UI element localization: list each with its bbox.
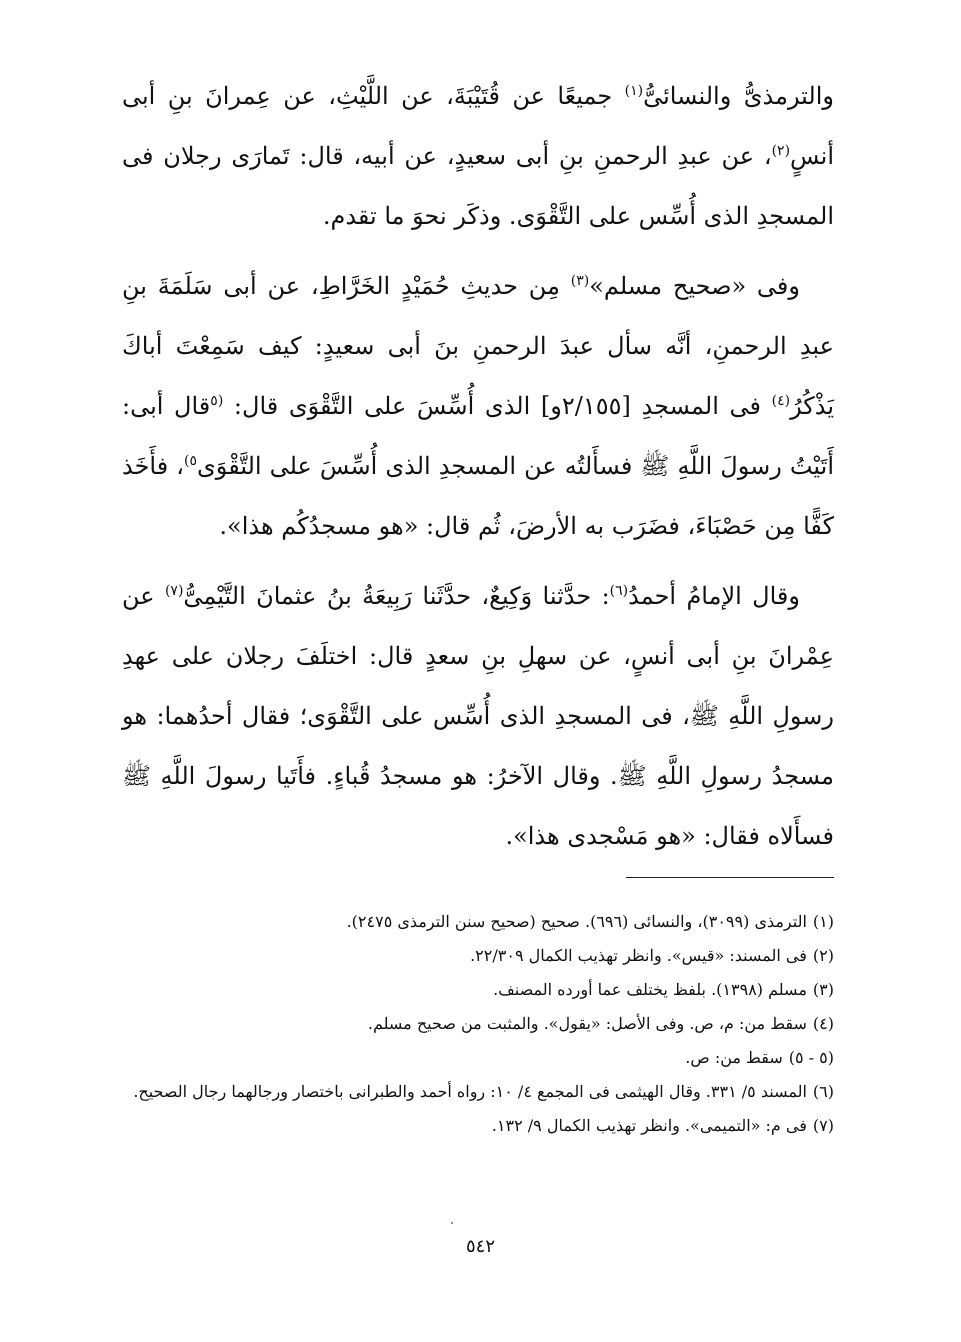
footnote-marker: (٧) — [164, 583, 184, 599]
footnote-item — [122, 1075, 834, 1109]
footnote-marker: ٥) — [184, 453, 198, 469]
footnote-marker: (٣) — [570, 273, 590, 289]
paragraph-text: جميعًا عن قُتَيْبَةَ، عن اللَّيْثِ، عن عِمرانَ بنِ أبى أنسٍ — [122, 82, 834, 170]
footnote-divider — [626, 877, 834, 878]
footnote-number: (٥ - ٥) — [788, 1048, 834, 1067]
footnote-number: (٣) — [812, 980, 834, 999]
paragraph-text: والترمذىُّ والنسائىُّ — [643, 82, 834, 110]
footnote-item — [122, 973, 834, 1007]
footnote-item — [122, 939, 834, 973]
footnote-text: المسند ٥/ ٣٣١. وقال الهيثمى فى المجمع ٤/ ١٠: رواه أحمد والطبرانى باختصار ورجالهما رجال الصحيح. — [133, 1082, 807, 1101]
footnote-number: (١) — [812, 912, 834, 931]
footnote-text: فى المسند: «قيس». وانظر تهذيب الكمال ٢٢/٣٠٩. — [470, 946, 807, 965]
footnote-text: الترمذى (٣٠٩٩)، والنسائى (٦٩٦). صحيح (صحيح سنن الترمذى ٢٤٧٥). — [346, 912, 807, 931]
footnote-number: (٤) — [812, 1014, 834, 1033]
paragraph-text: وقال الإمامُ أحمدُ — [628, 582, 800, 610]
main-text — [122, 66, 834, 876]
footnote-number: (٧) — [812, 1116, 834, 1135]
footnote-item — [122, 1041, 834, 1075]
footnote-text: فى م: «التميمى». وانظر تهذيب الكمال ٩/ ١٣٢. — [491, 1116, 807, 1135]
paragraph-text: قال أبى: أَتَيْتُ رسولَ اللَّهِ ﷺ فسأَلتُه عن المسجدِ الذى أُسِّسَ على التَّقْوَى — [122, 392, 835, 480]
footnote-text: سقط من: ص. — [685, 1048, 783, 1067]
footnote-text: سقط من: م، ص. وفى الأصل: «يقول». والمثبت من صحيح مسلم. — [367, 1014, 807, 1033]
footnotes-section — [122, 905, 834, 1143]
paragraph — [122, 256, 834, 556]
paragraph — [122, 66, 834, 246]
footnote-item — [122, 1007, 834, 1041]
footnote-number: (٢) — [812, 946, 834, 965]
paragraph-text: ، عن عبدِ الرحمنِ بنِ أبى سعيدٍ، عن أبيه، قال: تَمارَى رجلان فى المسجدِ الذى أُسِّس على التَّقْوَى. وذكَر نحوَ ما تقدم. — [122, 142, 834, 230]
paragraph-text: عن عِمْرانَ بنِ أبى أنسٍ، عن سهلِ بنِ سعدٍ قال: اختلَفَ رجلان على عهدِ رسولِ اللَّهِ ﷺ، فى المسجدِ الذى أُسِّس على التَّقْوَى؛ فقال أحدُهما: هو مسجدُ رسولِ اللَّهِ ﷺ. وقال الآخرُ: هو مسجدُ قُباءٍ. فأَتَيا رسولَ اللَّهِ ﷺ فسأَلاه فقال: «هو مَسْجدى هذا». — [122, 582, 834, 850]
paragraph-text: مِن حديثِ حُمَيْدٍ الخَرَّاطِ، عن أبى سَلَمَةَ بنِ عبدِ الرحمنِ، أنَّه سأل عبدَ الرحمنِ بنَ أبى سعيدٍ: كيف سَمِعْتَ أباكَ يَذْكُرُ — [122, 272, 835, 420]
paragraph-text: : حدَّثنا وَكِيعٌ، حدَّثَنا رَبِيعَةُ بنُ عثمانَ التَّيْمِىُّ — [183, 582, 610, 610]
scan-speck — [451, 1222, 453, 1224]
footnote-item — [122, 1109, 834, 1143]
paragraph-text: وفى «صحيح مسلم» — [589, 272, 800, 300]
footnote-marker: (٥ — [210, 393, 224, 409]
page-number: ٥٤٢ — [465, 1236, 495, 1257]
footnote-text: مسلم (١٣٩٨). بلفظ يختلف عما أورده المصنف. — [493, 980, 807, 999]
paragraph — [122, 566, 834, 866]
footnote-number: (٦) — [812, 1082, 834, 1101]
paragraph-text: فى المسجدِ [٢/١٥٥و] الذى أُسِّسَ على التَّقْوَى قال: — [223, 392, 772, 420]
footnote-marker: (٤) — [771, 393, 791, 409]
footnote-item — [122, 905, 834, 939]
paragraph-text: ، فأَخَذ كَفًّا مِن حَصْبَاءَ، فضَرَب به الأرضَ، ثُم قال: «هو مسجدُكُم هذا». — [122, 452, 834, 540]
footnote-marker: (٢) — [771, 143, 791, 159]
footnote-marker: (١) — [624, 83, 644, 99]
footnote-marker: (٦) — [609, 583, 629, 599]
